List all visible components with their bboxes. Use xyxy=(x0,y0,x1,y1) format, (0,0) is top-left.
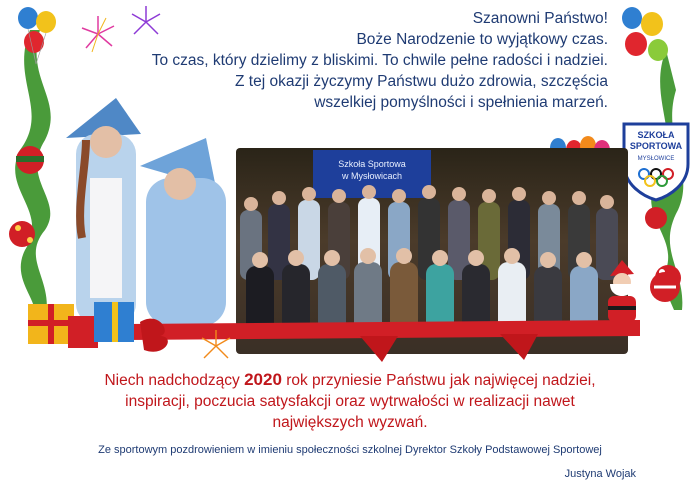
ornament-icon xyxy=(645,207,667,229)
greeting-line: To czas, który dzielimy z bliskimi. To chwile pełne radości i nadziei. xyxy=(151,52,608,69)
firework-illustration xyxy=(198,328,234,364)
year-highlight: 2020 xyxy=(244,370,282,389)
wish-line xyxy=(40,369,660,391)
wish-text: rok przyniesie Państwu jak najwięcej nadziei, xyxy=(281,372,596,389)
wish-text: Niech nadchodzący xyxy=(104,372,245,389)
santa-illustration xyxy=(600,260,642,330)
new-year-wish xyxy=(40,369,660,433)
logo-text-line: MYSŁOWICE xyxy=(637,156,675,162)
balloons-right-illustration xyxy=(614,4,674,74)
wish-line: największych wyzwań. xyxy=(272,414,428,431)
logo-text-line: SPORTOWA xyxy=(629,141,683,151)
ornament-icon xyxy=(648,270,682,304)
gift-boxes-illustration xyxy=(28,292,138,350)
signature-line: Ze sportowym pozdrowieniem w imieniu społeczności szkolnej Dyrektor Szkoły Podstawowej Sportowej xyxy=(98,444,602,456)
banner-line: Szkoła Sportowa xyxy=(338,159,406,169)
banner-line: w Mysłowicach xyxy=(341,171,402,181)
greeting-line: wszelkiej pomyślności i spełnienia marzeń. xyxy=(314,94,608,111)
greeting-line: Boże Narodzenie to wyjątkowy czas. xyxy=(356,31,608,48)
greeting-line: Szanowni Państwo! xyxy=(472,10,608,27)
signature-name: Justyna Wojak xyxy=(564,468,636,480)
logo-text-line: SZKOŁA xyxy=(637,130,675,140)
school-logo xyxy=(620,120,692,202)
ornament-icon xyxy=(9,221,35,247)
greeting-line: Z tej okazji życzymy Państwu dużo zdrowia, szczęścia xyxy=(235,73,608,90)
wish-line: inspiracji, poczucia satysfakcji oraz wytrwałości w realizacji nawet xyxy=(125,393,575,410)
